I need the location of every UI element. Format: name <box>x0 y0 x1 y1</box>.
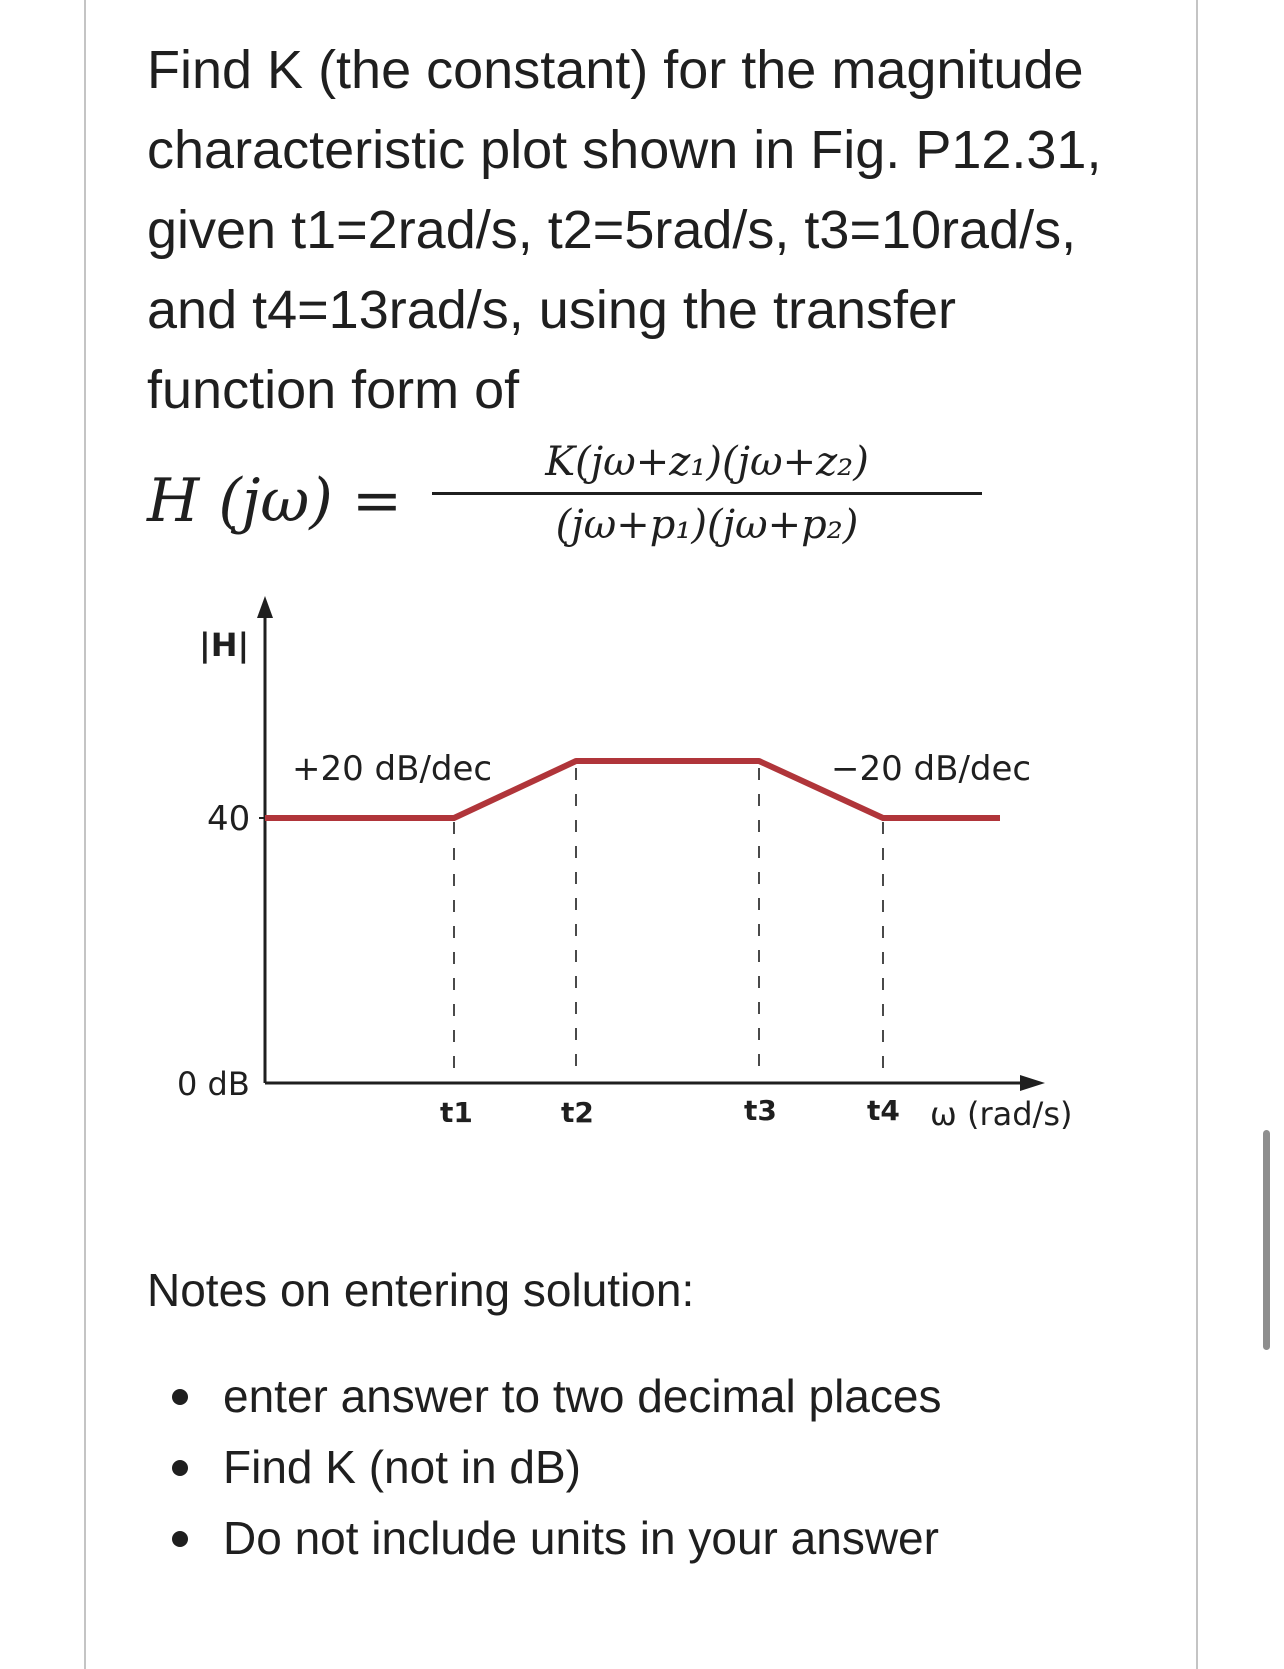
level-40-label: 40 <box>207 799 251 839</box>
breakpoint-label-t4: t4 <box>867 1094 900 1127</box>
notes-list <box>147 1361 1177 1574</box>
question-line: characteristic plot shown in Fig. P12.31, <box>147 120 1102 180</box>
bullet-icon <box>172 1389 188 1405</box>
list-item <box>147 1432 1177 1503</box>
fraction-bar <box>432 492 982 495</box>
notes-heading: Notes on entering solution: <box>147 1264 695 1316</box>
transfer-function-formula <box>147 438 1177 558</box>
breakpoint-label-t3: t3 <box>744 1094 777 1127</box>
breakpoint-label-t2: t2 <box>561 1096 594 1129</box>
bullet-icon <box>172 1531 188 1547</box>
zero-db-label: 0 dB <box>177 1065 250 1103</box>
formula-fraction <box>432 438 982 549</box>
bode-magnitude-figure <box>0 590 1284 1170</box>
x-axis-label: ω (rad/s) <box>930 1095 1073 1133</box>
bullet-icon <box>172 1460 188 1476</box>
list-item <box>147 1503 1177 1574</box>
y-axis-arrow-icon <box>257 596 273 618</box>
formula-lhs: H (jω) = <box>147 466 403 536</box>
question-text <box>147 30 1177 430</box>
question-line: function form of <box>147 360 520 420</box>
breakpoint-label-t1: t1 <box>440 1096 473 1129</box>
x-axis-arrow-icon <box>1020 1075 1045 1091</box>
note-text: enter answer to two decimal places <box>223 1370 942 1422</box>
question-content <box>147 30 1177 558</box>
list-item <box>147 1361 1177 1432</box>
y-axis-label: |H| <box>199 626 250 664</box>
slope-down-label: −20 dB/dec <box>831 749 1032 789</box>
notes-section <box>147 1255 1177 1574</box>
note-text: Find K (not in dB) <box>223 1441 581 1493</box>
question-line: given t1=2rad/s, t2=5rad/s, t3=10rad/s, <box>147 200 1077 260</box>
question-line: Find K (the constant) for the magnitude <box>147 40 1084 100</box>
note-text: Do not include units in your answer <box>223 1512 939 1564</box>
question-line: and t4=13rad/s, using the transfer <box>147 280 957 340</box>
formula-numerator: K(jω+z₁)(jω+z₂) <box>545 439 869 485</box>
formula-denominator: (jω+p₁)(jω+p₂) <box>555 502 859 548</box>
scrollbar-thumb[interactable] <box>1263 1130 1270 1350</box>
slope-up-label: +20 dB/dec <box>292 749 493 789</box>
